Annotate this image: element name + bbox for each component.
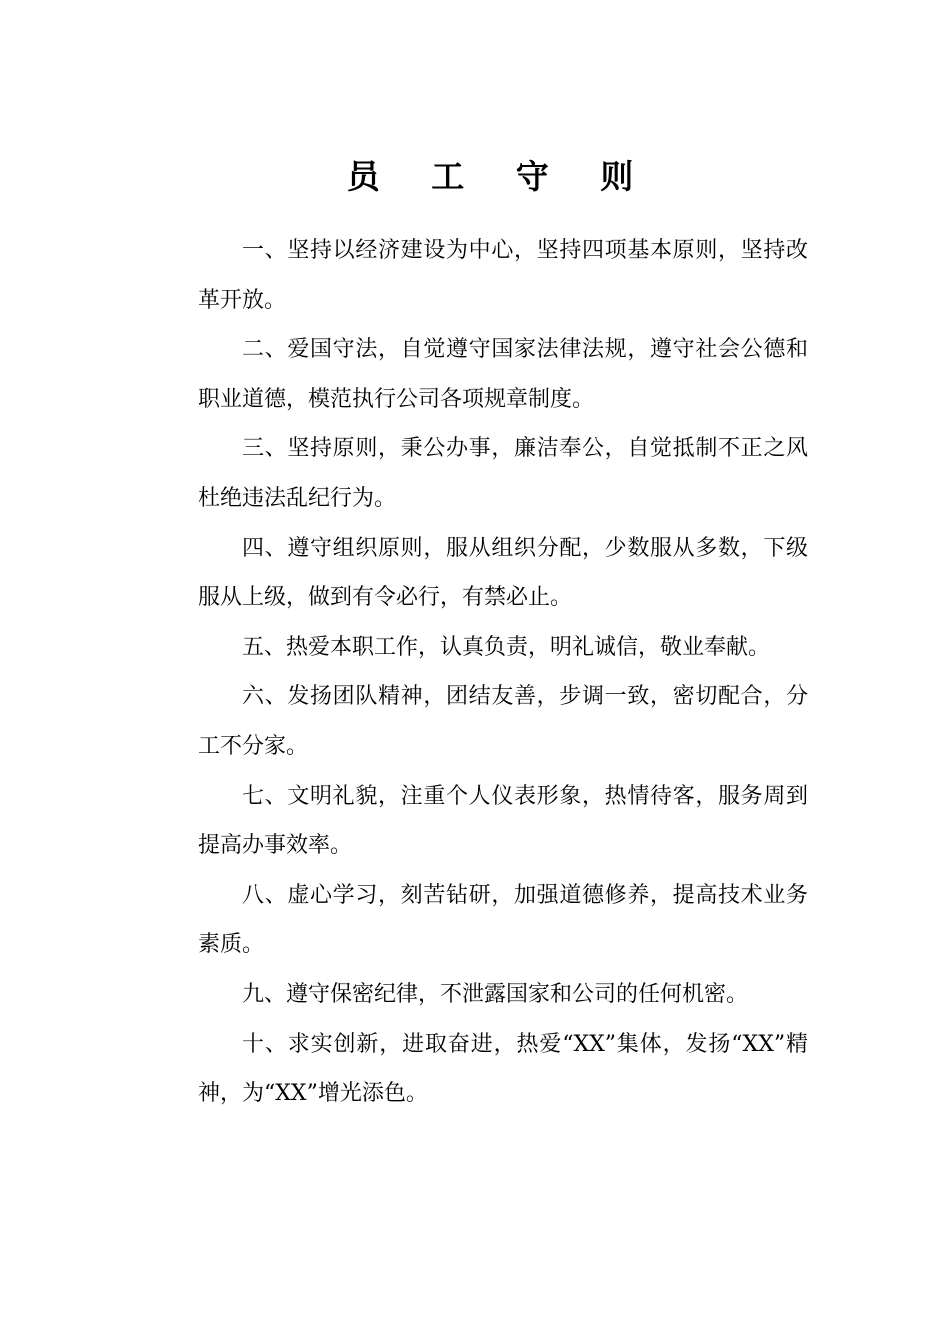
rule-item-7: 七、文明礼貌，注重个人仪表形象，热情待客，服务周到提高办事效率。 bbox=[198, 783, 808, 859]
rule-item-2: 二、爱国守法，自觉遵守国家法律法规，遵守社会公德和职业道德，模范执行公司各项规章制度。 bbox=[198, 337, 808, 412]
rule-item-6: 六、发扬团队精神，团结友善，步调一致，密切配合，分工不分家。 bbox=[198, 684, 808, 759]
page-title: 员 工 守 则 bbox=[346, 157, 654, 196]
rules-list bbox=[198, 226, 808, 1119]
rule-item-5: 五、热爱本职工作，认真负责，明礼诚信，敬业奉献。 bbox=[242, 634, 771, 660]
rule-item-1: 一、坚持以经济建设为中心，坚持四项基本原则，坚持改革开放。 bbox=[198, 238, 808, 313]
rule-item-3: 三、坚持原则，秉公办事，廉洁奉公，自觉抵制不正之风杜绝违法乱纪行为。 bbox=[198, 436, 808, 511]
rule-item-9: 九、遵守保密纪律，不泄露国家和公司的任何机密。 bbox=[242, 981, 749, 1007]
rule-item-8: 八、虚心学习，刻苦钻研，加强道德修养，提高技术业务素质。 bbox=[198, 882, 808, 958]
rule-item-4: 四、遵守组织原则，服从组织分配，少数服从多数，下级服从上级，做到有令必行，有禁必止。 bbox=[198, 535, 808, 611]
rule-item-10: 十、求实创新，进取奋进，热爱“XX”集体，发扬“XX”精神，为“XX”增光添色。 bbox=[198, 1031, 808, 1107]
